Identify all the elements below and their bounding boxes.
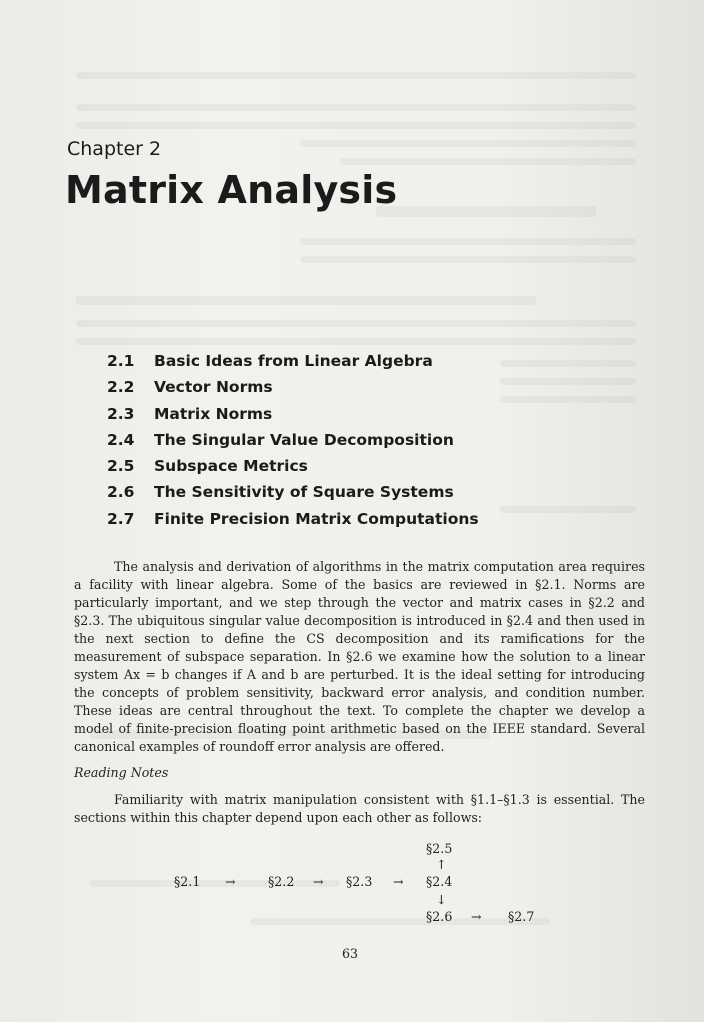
- arrow-right: →: [313, 874, 324, 889]
- bleed-through-line: [76, 338, 636, 345]
- node-s22: §2.2: [268, 874, 295, 889]
- bleed-through-line: [300, 238, 636, 245]
- bleed-through-line: [76, 72, 636, 79]
- toc-entry: [107, 374, 479, 400]
- arrow-up: ↑: [436, 857, 447, 872]
- toc-number: 2.6: [107, 483, 135, 502]
- toc-entry: [107, 506, 479, 532]
- arrow-down: ↓: [436, 892, 447, 907]
- bleed-through-line: [76, 296, 536, 305]
- toc-number: 2.3: [107, 404, 135, 423]
- node-s24: §2.4: [426, 874, 453, 889]
- toc-title: Finite Precision Matrix Computations: [154, 509, 479, 528]
- bleed-through-line: [76, 320, 636, 327]
- chapter-label: Chapter 2: [67, 138, 162, 160]
- bleed-through-line: [376, 206, 596, 217]
- intro-paragraph: [74, 558, 645, 756]
- node-s26: §2.6: [426, 909, 453, 924]
- toc-title: Vector Norms: [154, 378, 273, 397]
- toc-number: 2.7: [107, 509, 135, 528]
- toc-number: 2.2: [107, 378, 135, 397]
- node-s25: §2.5: [426, 841, 453, 856]
- toc-entry: [107, 479, 479, 505]
- toc-number: 2.5: [107, 457, 135, 476]
- toc-entry: [107, 427, 479, 453]
- bleed-through-line: [300, 140, 636, 147]
- toc-title: Basic Ideas from Linear Algebra: [154, 352, 433, 370]
- bleed-through-line: [250, 918, 550, 925]
- bleed-through-line: [76, 104, 636, 111]
- arrow-right: →: [393, 874, 404, 889]
- chapter-contents: [107, 348, 479, 532]
- toc-entry: [107, 453, 479, 479]
- page-number: 63: [342, 946, 359, 961]
- toc-number: 2.4: [107, 430, 135, 449]
- chapter-title: Matrix Analysis: [65, 168, 398, 212]
- bleed-through-line: [500, 360, 636, 367]
- bleed-through-line: [500, 396, 636, 403]
- bleed-through-line: [500, 506, 636, 513]
- node-s27: §2.7: [508, 909, 535, 924]
- arrow-right: →: [225, 874, 236, 889]
- toc-number: 2.1: [107, 352, 135, 370]
- bleed-through-line: [500, 378, 636, 385]
- bleed-through-line: [76, 122, 636, 129]
- reading-notes-heading: Reading Notes: [74, 765, 169, 780]
- reading-notes-text: Familiarity with matrix manipulation consistent with §1.1–§1.3 is essential. The sections within this chapter depend upon each other as follows:: [74, 792, 645, 825]
- node-s21: §2.1: [174, 874, 201, 889]
- bleed-through-line: [340, 158, 636, 165]
- toc-entry: [107, 401, 479, 427]
- arrow-right: →: [471, 909, 482, 924]
- toc-title: The Sensitivity of Square Systems: [154, 483, 454, 502]
- toc-title: Matrix Norms: [154, 404, 273, 423]
- toc-title: Subspace Metrics: [154, 457, 308, 476]
- node-s23: §2.3: [346, 874, 373, 889]
- intro-text: The analysis and derivation of algorithms in the matrix computation area requires a facility with linear algebra. Some of the basics are reviewed in §2.1. Norms are particularly important, and we step through the vector and matrix cases in §2.2 and §2.3. The ubiquitous singular value decomposition is introduced in §2.4 and then used in the next section to define the CS decomposition and its ramifications for the measurement of subspace separation. In §2.6 we examine how the solution to a linear system Ax = b changes if A and b are perturbed. It is the ideal setting for introducing the concepts of problem sensitivity, backward error analysis, and condition number. These ideas are central throughout the text. To complete the chapter we develop a model of finite-precision floating point arithmetic based on the IEEE standard. Several canonical examples of roundoff error analysis are offered.: [74, 559, 645, 754]
- bleed-through-line: [300, 256, 636, 263]
- toc-title: The Singular Value Decomposition: [154, 430, 454, 449]
- toc-entry: [107, 348, 479, 374]
- reading-notes-paragraph: [74, 791, 645, 827]
- bleed-through-line: [90, 880, 340, 887]
